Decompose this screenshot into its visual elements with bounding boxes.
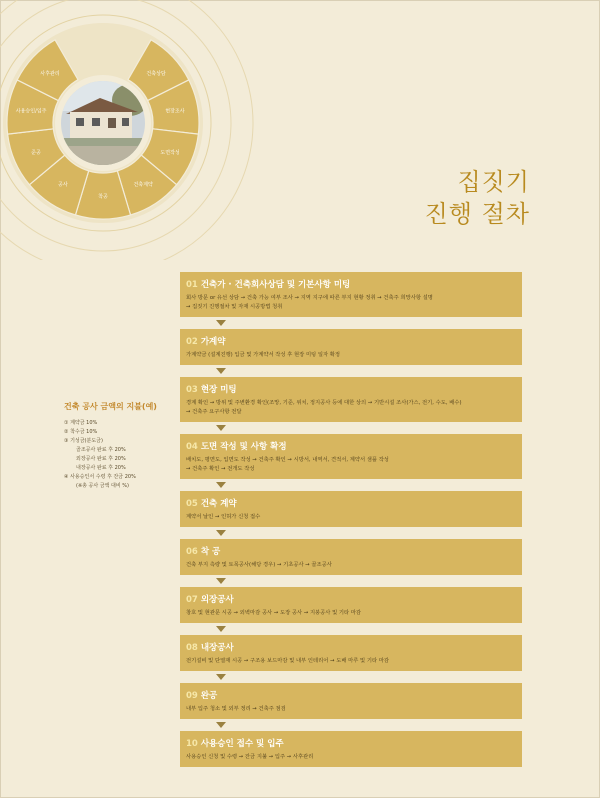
wheel-segment-label: 도면작성 <box>160 149 180 156</box>
step-description <box>186 657 514 666</box>
step-description-line: 회사 방문 or 유선 상담 → 건축 가능 여부 조사 → 지역 지구에 따른 부지 현황 정취 → 건축주 희망사항 설명 <box>186 295 433 301</box>
step-number: 01 <box>186 280 198 290</box>
step-arrow <box>216 578 226 584</box>
step-heading <box>186 641 514 653</box>
step-heading <box>186 335 514 347</box>
payment-item: ③ 기성금(분도금) <box>64 438 103 444</box>
step-arrow <box>216 530 226 536</box>
process-wheel <box>0 0 280 260</box>
page-title <box>425 166 530 230</box>
process-steps <box>180 272 522 767</box>
step-arrow <box>216 722 226 728</box>
step-number: 07 <box>186 595 198 605</box>
payment-schedule <box>64 401 174 491</box>
step-title: 착 공 <box>200 547 221 557</box>
step-title: 건축 계약 <box>200 499 237 509</box>
step-number: 03 <box>186 385 198 395</box>
wheel-segment-label: 준공 <box>31 149 41 156</box>
step-heading <box>186 737 514 749</box>
step-04 <box>180 434 522 479</box>
step-number: 02 <box>186 337 198 347</box>
step-06 <box>180 539 522 575</box>
step-title: 외장공사 <box>200 595 234 605</box>
wheel-segment-label: 공사 <box>58 181 68 188</box>
step-description <box>186 351 514 360</box>
step-description <box>186 399 514 417</box>
step-description <box>186 294 514 312</box>
step-heading <box>186 278 514 290</box>
step-07 <box>180 587 522 623</box>
step-heading <box>186 689 514 701</box>
step-09 <box>180 683 522 719</box>
wheel-segment-label: 사후관리 <box>40 70 60 77</box>
step-heading <box>186 497 514 509</box>
step-heading <box>186 440 514 452</box>
step-description-line: 배치도, 평면도, 입면도 작성 → 건축주 확인 → 시방서, 내역서, 견적서, 계약서 샘플 작성 <box>186 457 389 463</box>
payment-item: 골조공사 완료 후 20% <box>76 447 126 453</box>
process-wheel-graphic <box>0 0 280 260</box>
step-description-line: → 집짓기 진행절차 및 자재 시공방법 청취 <box>186 304 283 310</box>
step-05 <box>180 491 522 527</box>
step-title: 사용승인 접수 및 입주 <box>200 739 284 749</box>
step-number: 08 <box>186 643 198 653</box>
step-01 <box>180 272 522 317</box>
step-heading <box>186 593 514 605</box>
step-heading <box>186 383 514 395</box>
step-description <box>186 513 514 522</box>
step-description <box>186 609 514 618</box>
step-number: 05 <box>186 499 198 509</box>
step-arrow <box>216 425 226 431</box>
step-description-line: 내부 입주 청소 및 외부 정리 → 건축주 점검 <box>186 706 286 712</box>
step-number: 10 <box>186 739 198 749</box>
wheel-segment-label: 건축상담 <box>146 70 166 77</box>
step-description-line: → 건축주 확인 → 전개도 작성 <box>186 466 255 472</box>
step-title: 가계약 <box>200 337 226 347</box>
step-number: 06 <box>186 547 198 557</box>
step-description-line: 사용승인 신청 및 수령 → 잔금 지불 → 입주 → 사후관리 <box>186 754 314 760</box>
step-description-line: 가계약금 (설계진행) 입금 및 가계약서 작성 후 현장 미팅 일자 확정 <box>186 352 341 358</box>
payment-items <box>64 419 174 491</box>
step-description-line: 창호 및 현관문 시공 → 외벽마감 공사 → 도장 공사 → 지붕공사 및 기타 마감 <box>186 610 362 616</box>
step-arrow <box>216 482 226 488</box>
step-description <box>186 753 514 762</box>
step-10 <box>180 731 522 767</box>
step-title: 도면 작성 및 사항 확정 <box>200 442 287 452</box>
step-description-line: → 건축주 요구사항 전달 <box>186 409 242 415</box>
step-arrow <box>216 320 226 326</box>
step-description <box>186 456 514 474</box>
payment-item: ② 착수금 10% <box>64 429 98 435</box>
wheel-segment-label: 현장조사 <box>165 108 185 115</box>
step-description-line: 계약서 날인 → 인허가 신청 접수 <box>186 514 261 520</box>
title-line-2: 진행 절차 <box>424 200 530 228</box>
payment-title: 건축 공사 금액의 지불(예) <box>64 402 157 411</box>
step-03 <box>180 377 522 422</box>
step-title: 내장공사 <box>200 643 234 653</box>
wheel-segment-label: 착공 <box>98 194 108 200</box>
step-description-line: 건축 부지 측량 및 토목공사(해당 경우) → 기초공사 → 골조공사 <box>186 562 332 568</box>
payment-item: ④ 사용승인서 수령 후 잔금 20% <box>64 474 136 480</box>
step-description <box>186 561 514 570</box>
payment-item: 외장공사 완료 후 20% <box>76 456 126 462</box>
step-arrow <box>216 368 226 374</box>
step-title: 현장 미팅 <box>200 385 237 395</box>
step-08 <box>180 635 522 671</box>
step-02 <box>180 329 522 365</box>
payment-item: 내장공사 완료 후 20% <box>76 465 126 471</box>
payment-item: (※총 공사 금액 대비 %) <box>76 483 130 489</box>
step-title: 완공 <box>200 691 218 701</box>
payment-item: ① 계약금 10% <box>64 420 98 426</box>
step-description-line: 경계 확인 → 방위 및 주변환경 확인(조망, 기준, 위치, 정지공사 등에 대한 상의 → 기반시설 조사(가스, 전기, 수도, 배수) <box>186 400 462 406</box>
title-line-1: 집짓기 <box>457 168 530 196</box>
step-description <box>186 705 514 714</box>
step-arrow <box>216 674 226 680</box>
step-arrow <box>216 626 226 632</box>
step-number: 09 <box>186 691 198 701</box>
step-number: 04 <box>186 442 198 452</box>
wheel-segment-label: 건축계약 <box>133 181 153 188</box>
wheel-segment-label: 사용승인/입주 <box>15 108 47 115</box>
step-description-line: 전기설비 및 단열재 시공 → 구조용 보드마감 및 내부 인테리어 → 도배 마루 및 기타 마감 <box>186 658 389 664</box>
step-heading <box>186 545 514 557</box>
step-title: 건축가 · 건축회사상담 및 기본사항 미팅 <box>200 280 351 290</box>
